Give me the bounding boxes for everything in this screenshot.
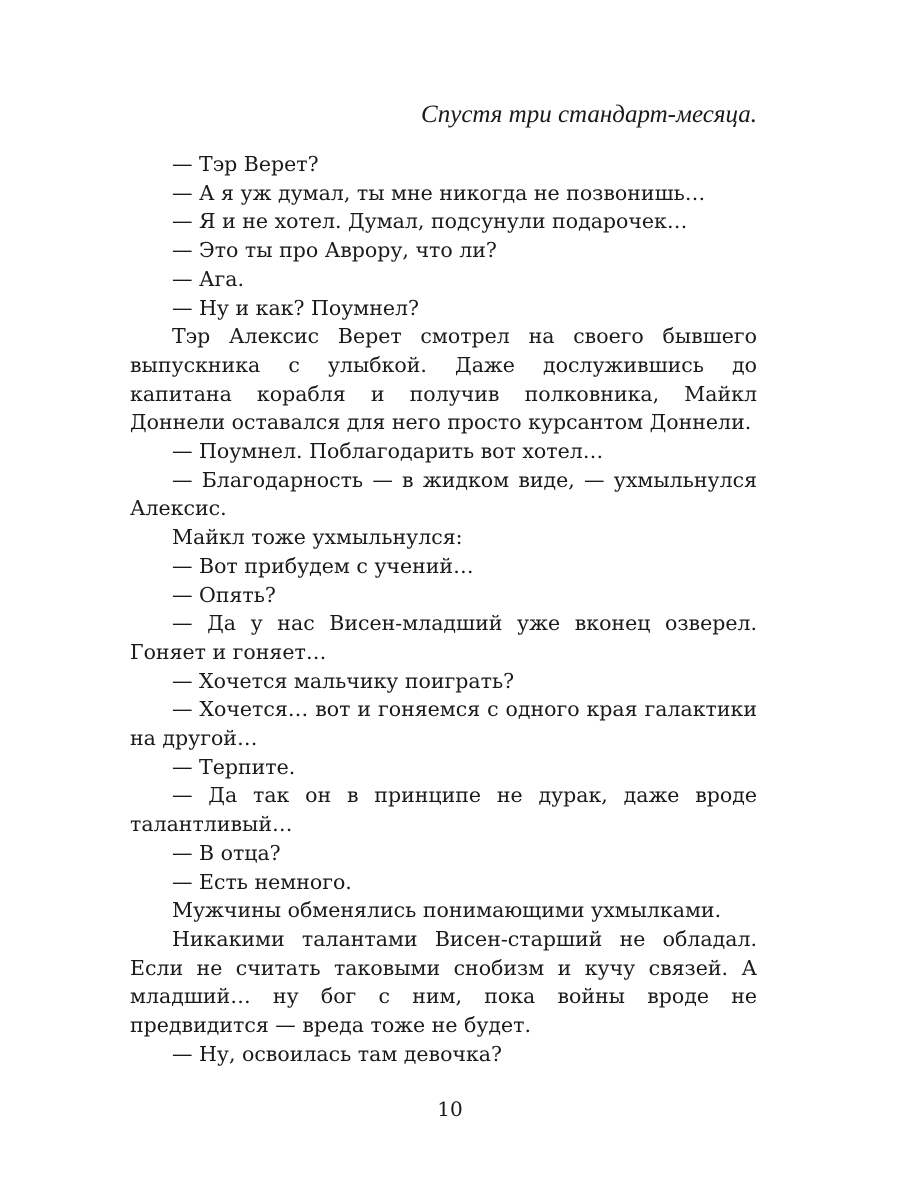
paragraph: — Терпите. <box>172 754 296 779</box>
paragraph: — А я уж думал, ты мне никогда не позвонишь… <box>172 180 706 205</box>
paragraph: Тэр Алексис Верет смотрел на своего бывшего выпускника с улыбкой. Даже дослужившись до капитана корабля и получив полковника, Майкл Доннели оставался для него просто курсантом Доннели. <box>130 324 757 435</box>
body-text <box>130 150 757 1069</box>
paragraph: — Поумнел. Поблагодарить вот хотел… <box>172 439 604 464</box>
paragraph: — Хочется мальчику поиграть? <box>172 668 515 693</box>
paragraph: — Благодарность — в жидком виде, — ухмыльнулся Алексис. <box>130 467 757 521</box>
paragraph: — В отца? <box>172 840 281 865</box>
paragraph: — Опять? <box>172 582 276 607</box>
paragraph: — Да у нас Висен-младший уже вконец озверел. Гоняет и гоняет… <box>130 611 757 664</box>
epigraph: Спустя три стандарт-месяца. <box>421 101 757 128</box>
paragraph: — Ну и как? Поумнел? <box>172 295 420 320</box>
paragraph: — Хочется… вот и гоняемся с одного края галактики на другой… <box>130 697 757 751</box>
paragraph: Майкл тоже ухмыльнулся: <box>172 525 463 550</box>
paragraph: — Тэр Верет? <box>172 152 319 176</box>
paragraph: — Вот прибудем с учений… <box>172 553 474 578</box>
page-number: 10 <box>437 1097 463 1121</box>
paragraph: Мужчины обменялись понимающими ухмылками. <box>172 898 722 923</box>
paragraph: — Это ты про Аврору, что ли? <box>172 238 497 263</box>
paragraph: — Да так он в принципе не дурак, даже вроде талантливый… <box>130 783 757 837</box>
paragraph: — Есть немного. <box>172 869 352 894</box>
paragraph: Никакими талантами Висен-старший не обладал. Если не считать таковыми снобизм и кучу связей. А младший… ну бог с ним, пока войны вроде не предвидится — вреда тоже не будет. <box>130 926 757 1038</box>
paragraph: — Я и не хотел. Думал, подсунули подарочек… <box>172 209 688 234</box>
paragraph: — Ну, освоилась там девочка? <box>172 1041 503 1066</box>
paragraph: — Ага. <box>172 266 245 291</box>
